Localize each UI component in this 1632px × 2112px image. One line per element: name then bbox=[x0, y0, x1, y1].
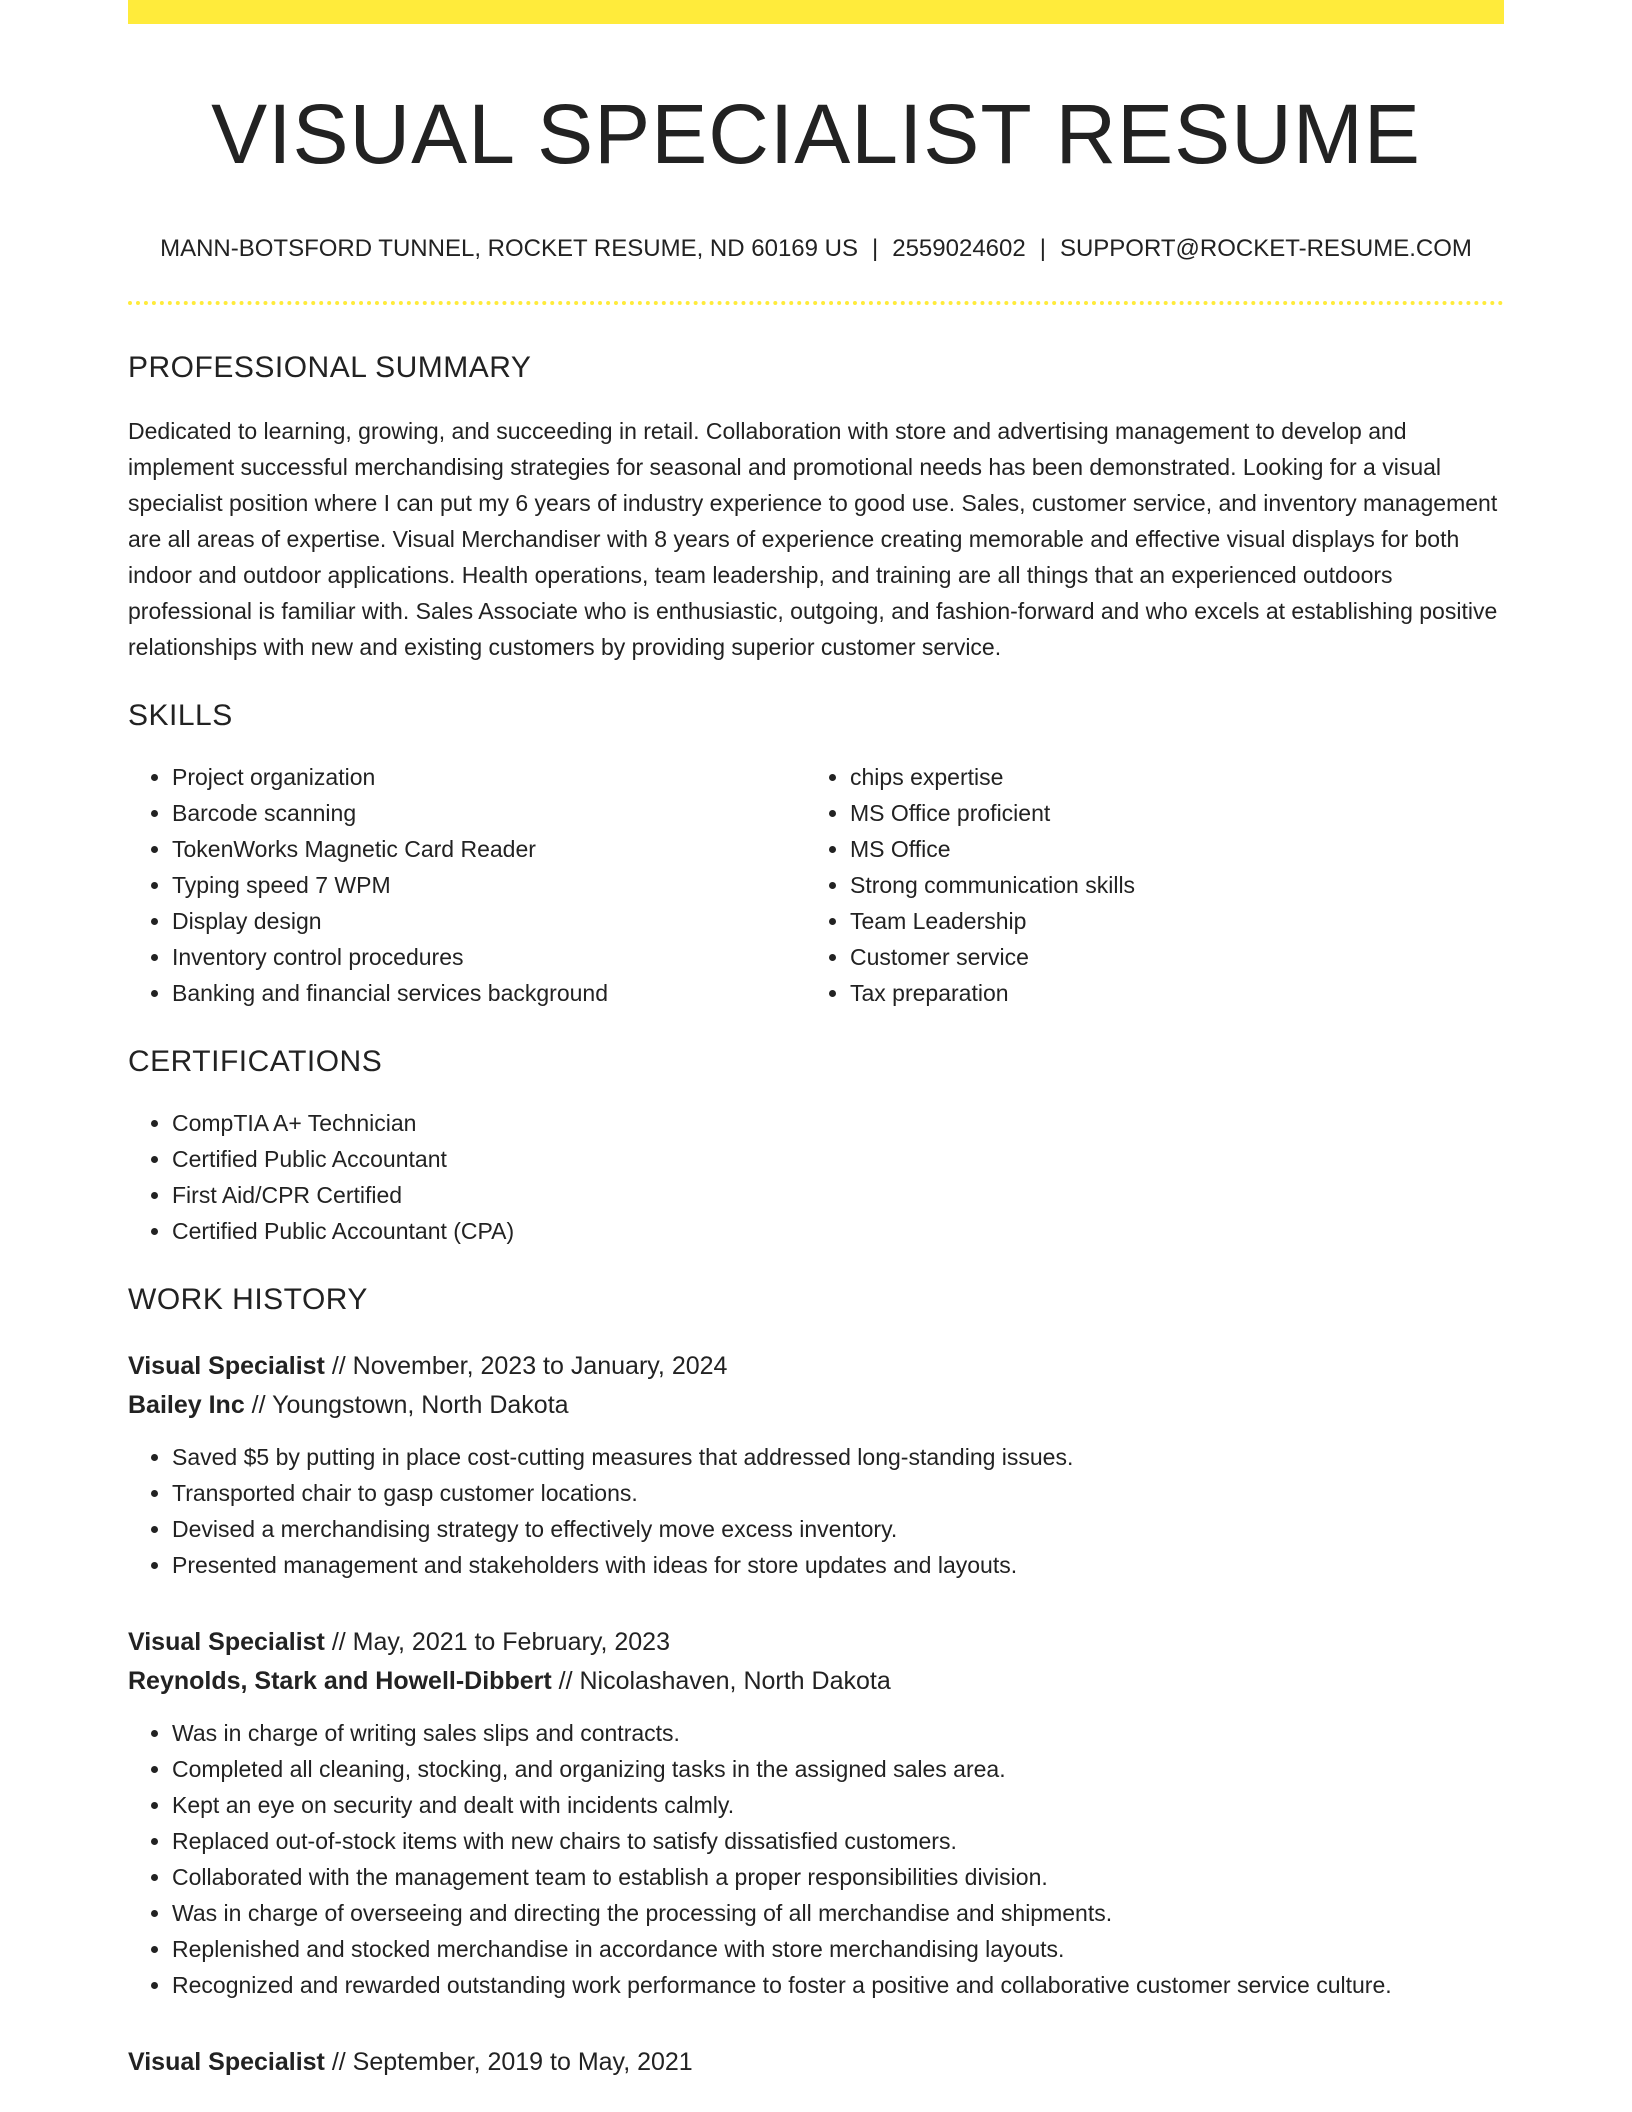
accent-bar bbox=[128, 0, 1504, 24]
job-company: Bailey Inc bbox=[128, 1390, 245, 1419]
contact-email: SUPPORT@ROCKET-RESUME.COM bbox=[1059, 234, 1472, 262]
job-location: // Youngstown, North Dakota bbox=[244, 1390, 569, 1419]
job-company-line bbox=[128, 1662, 1504, 1701]
skill-item: • chips expertise bbox=[850, 759, 1484, 795]
job-dates: // May, 2021 to February, 2023 bbox=[324, 1627, 670, 1656]
skill-item: • Strong communication skills bbox=[850, 867, 1484, 903]
job-duty-item: • Kept an eye on security and dealt with incidents calmly. bbox=[172, 1787, 1504, 1823]
job-company-line bbox=[128, 1386, 1504, 1425]
contact-separator: | bbox=[1039, 234, 1046, 262]
skill-item: • Team Leadership bbox=[850, 903, 1484, 939]
skills-grid bbox=[128, 759, 1504, 1011]
skill-item: • Banking and financial services background bbox=[172, 975, 806, 1011]
certification-item: • CompTIA A+ Technician bbox=[172, 1105, 1504, 1141]
job-entry bbox=[128, 1347, 1504, 1583]
job-duty-item: • Devised a merchandising strategy to effectively move excess inventory. bbox=[172, 1511, 1504, 1547]
skills-list-left bbox=[128, 759, 806, 1011]
job-duty-item: • Replenished and stocked merchandise in accordance with store merchandising layouts. bbox=[172, 1931, 1504, 1967]
skill-item: • Inventory control procedures bbox=[172, 939, 806, 975]
job-duty-item: • Collaborated with the management team to establish a proper responsibilities division. bbox=[172, 1859, 1504, 1895]
certification-item: • Certified Public Accountant bbox=[172, 1141, 1504, 1177]
professional-summary-section bbox=[128, 351, 1504, 665]
job-duties-list bbox=[128, 1715, 1504, 2003]
job-entry bbox=[128, 1623, 1504, 2003]
skill-item: • Barcode scanning bbox=[172, 795, 806, 831]
certifications-list bbox=[128, 1105, 1504, 1249]
summary-text: Dedicated to learning, growing, and succeeding in retail. Collaboration with store and advertising management to develop and implement successful merchandising strategies for seasonal and promotional needs has been demonstrated. Looking for a visual specialist position where I can put my 6 years of industry experience to good use. Sales, customer service, and inventory management are all areas of expertise. Visual Merchandiser with 8 years of experience creating memorable and effective visual displays for both indoor and outdoor applications. Health operations, team leadership, and training are all things that an experienced outdoors professional is familiar with. Sales Associate who is enthusiastic, outgoing, and fashion-forward and who excels at establishing positive relationships with new and existing customers by providing superior customer service. bbox=[128, 417, 1498, 660]
skill-item: • Tax preparation bbox=[850, 975, 1484, 1011]
skills-list-right bbox=[806, 759, 1484, 1011]
skill-item: • Customer service bbox=[850, 939, 1484, 975]
job-entry bbox=[128, 2043, 1504, 2082]
section-heading: CERTIFICATIONS bbox=[128, 1044, 383, 1078]
job-duty-item: • Was in charge of overseeing and directing the processing of all merchandise and shipments. bbox=[172, 1895, 1504, 1931]
job-role-line bbox=[128, 1347, 1504, 1386]
job-company: Reynolds, Stark and Howell-Dibbert bbox=[128, 1666, 552, 1695]
section-heading: WORK HISTORY bbox=[128, 1282, 368, 1316]
skills-section bbox=[128, 699, 1504, 1011]
job-duty-item: • Was in charge of writing sales slips and contracts. bbox=[172, 1715, 1504, 1751]
job-role: Visual Specialist bbox=[128, 2047, 325, 2076]
job-duty-item: • Replaced out-of-stock items with new chairs to satisfy dissatisfied customers. bbox=[172, 1823, 1504, 1859]
contact-phone: 2559024602 bbox=[892, 234, 1026, 262]
skill-item: • TokenWorks Magnetic Card Reader bbox=[172, 831, 806, 867]
resume-title: VISUAL SPECIALIST RESUME bbox=[211, 87, 1421, 181]
job-role: Visual Specialist bbox=[128, 1351, 325, 1380]
job-duty-item: • Presented management and stakeholders with ideas for store updates and layouts. bbox=[172, 1547, 1504, 1583]
skill-item: • Project organization bbox=[172, 759, 806, 795]
job-role: Visual Specialist bbox=[128, 1627, 325, 1656]
certification-item: • Certified Public Accountant (CPA) bbox=[172, 1213, 1504, 1249]
contact-address: MANN-BOTSFORD TUNNEL, ROCKET RESUME, ND 60169 US bbox=[160, 234, 858, 262]
job-duty-item: • Transported chair to gasp customer locations. bbox=[172, 1475, 1504, 1511]
job-location: // Nicolashaven, North Dakota bbox=[551, 1666, 891, 1695]
job-role-line bbox=[128, 2043, 1504, 2082]
jobs-list bbox=[128, 1347, 1504, 2082]
section-heading: PROFESSIONAL SUMMARY bbox=[128, 350, 532, 384]
job-dates: // September, 2019 to May, 2021 bbox=[324, 2047, 693, 2076]
job-dates: // November, 2023 to January, 2024 bbox=[324, 1351, 728, 1380]
job-duty-item: • Recognized and rewarded outstanding work performance to foster a positive and collaborative customer service culture. bbox=[172, 1967, 1504, 2003]
job-duty-item: • Saved $5 by putting in place cost-cutting measures that addressed long-standing issues. bbox=[172, 1439, 1504, 1475]
certification-item: • First Aid/CPR Certified bbox=[172, 1177, 1504, 1213]
contact-separator: | bbox=[872, 234, 879, 262]
job-duty-item: • Completed all cleaning, stocking, and organizing tasks in the assigned sales area. bbox=[172, 1751, 1504, 1787]
skill-item: • Display design bbox=[172, 903, 806, 939]
job-role-line bbox=[128, 1623, 1504, 1662]
skill-item: • Typing speed 7 WPM bbox=[172, 867, 806, 903]
work-history-section bbox=[128, 1283, 1504, 2082]
section-heading: SKILLS bbox=[128, 698, 233, 732]
job-duties-list bbox=[128, 1439, 1504, 1583]
certifications-section bbox=[128, 1045, 1504, 1249]
contact-line bbox=[128, 235, 1504, 263]
dotted-divider bbox=[128, 301, 1504, 305]
skill-item: • MS Office proficient bbox=[850, 795, 1484, 831]
resume-page bbox=[128, 0, 1504, 2082]
skill-item: • MS Office bbox=[850, 831, 1484, 867]
